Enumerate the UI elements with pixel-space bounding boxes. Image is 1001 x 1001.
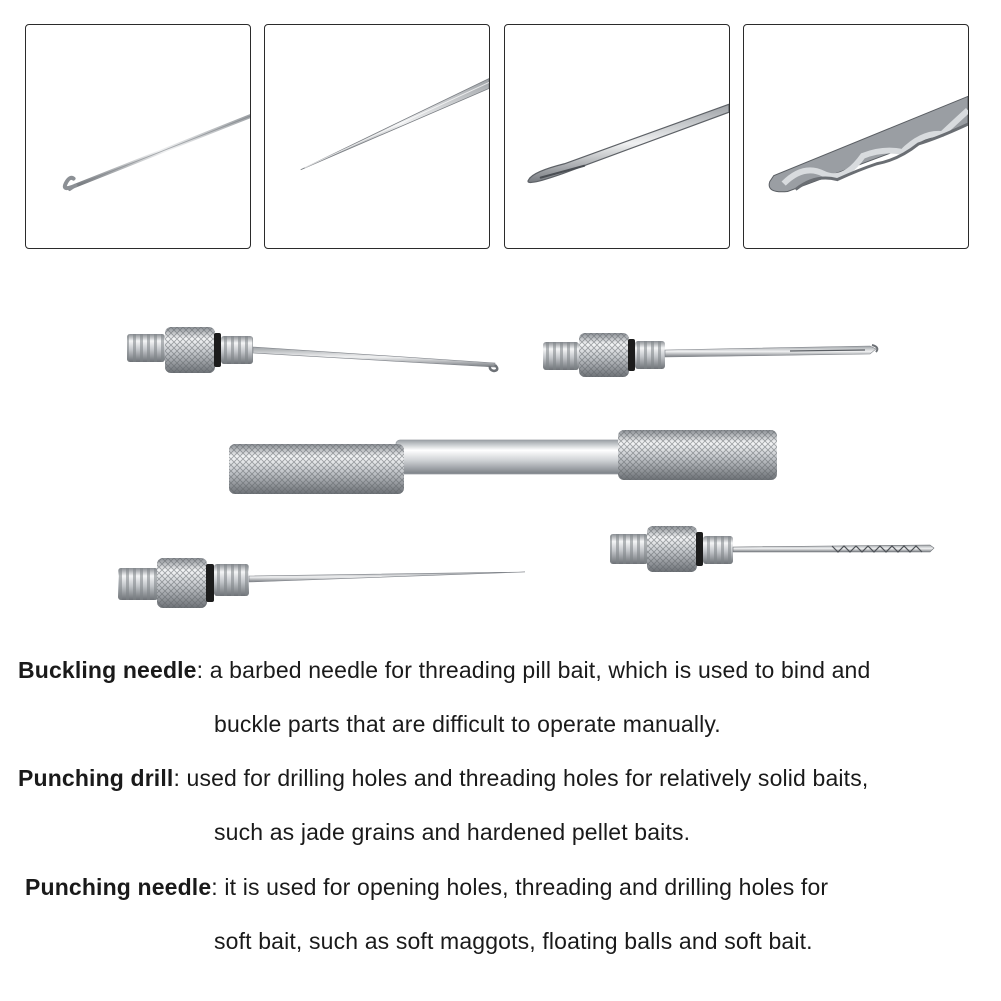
term-punching-drill: Punching drill — [18, 765, 174, 791]
description-buckling-needle-line2 — [214, 710, 721, 738]
point-tip-closeup — [264, 24, 490, 249]
description-punching-needle-line2 — [214, 927, 813, 955]
drill-tip-closeup — [743, 24, 969, 249]
description-buckling-needle-line1 — [18, 656, 870, 684]
description-punching-drill-line1 — [18, 764, 868, 792]
description-punching-drill-line2 — [214, 818, 690, 846]
description-text: : it is used for opening holes, threading and drilling holes for — [211, 874, 829, 900]
description-text: soft bait, such as soft maggots, floating balls and soft bait. — [214, 928, 813, 954]
description-text: : used for drilling holes and threading holes for relatively solid baits, — [173, 765, 869, 791]
twist-drill-icon — [744, 25, 968, 248]
hook-needle-icon — [26, 25, 250, 248]
punching-needle-tool — [118, 558, 525, 608]
description-text: : a barbed needle for threading pill bait, which is used to bind and — [196, 657, 871, 683]
punching-drill-tool — [610, 526, 934, 572]
knurled-handle — [229, 430, 777, 494]
pointed-needle-icon — [265, 25, 489, 248]
description-text: buckle parts that are difficult to operate manually. — [214, 711, 721, 737]
description-text: such as jade grains and hardened pellet baits. — [214, 819, 691, 845]
term-buckling-needle: Buckling needle — [18, 657, 197, 683]
term-punching-needle: Punching needle — [25, 874, 212, 900]
hook-needle-tool — [127, 327, 497, 373]
slotted-needle-tool — [543, 333, 877, 377]
hook-tip-closeup — [25, 24, 251, 249]
tool-kit-illustration — [0, 300, 1001, 630]
eye-tip-closeup — [504, 24, 730, 249]
slotted-needle-icon — [505, 25, 729, 248]
description-punching-needle-line1 — [25, 873, 828, 901]
